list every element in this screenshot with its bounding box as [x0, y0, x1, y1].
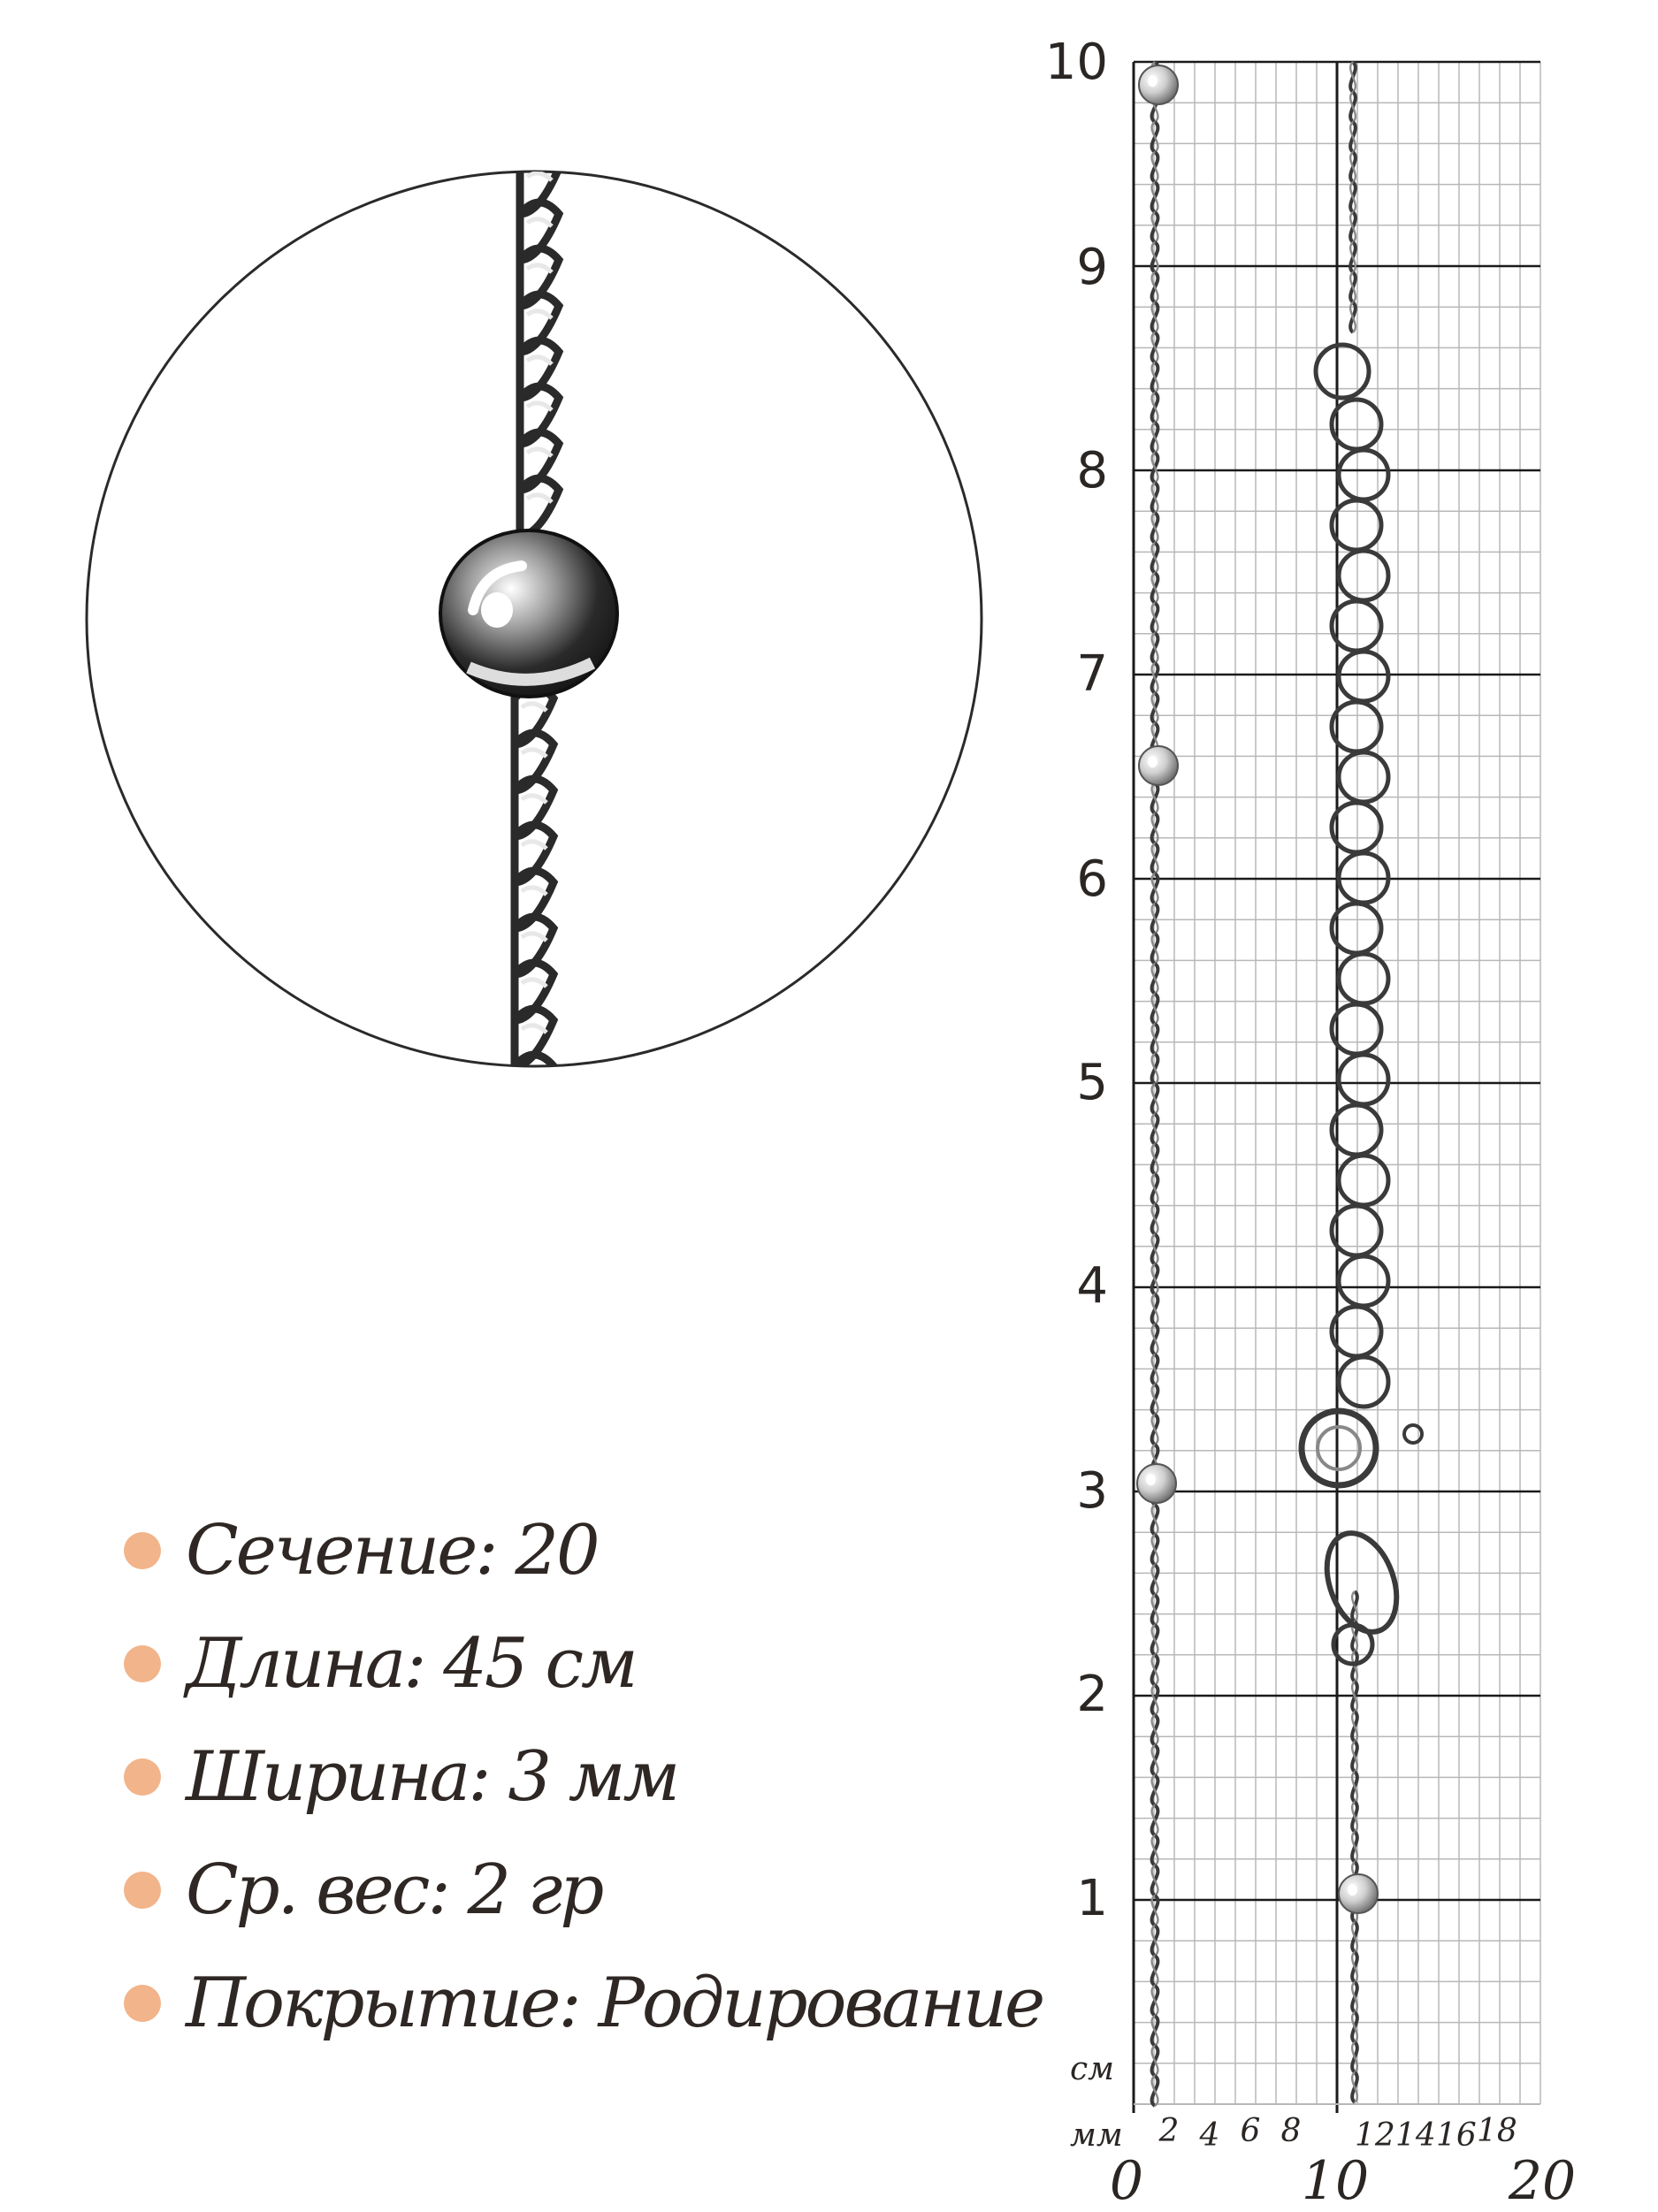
cm-unit-label: см — [1070, 2051, 1115, 2087]
spec-text: Ширина: 3 мм — [186, 1737, 678, 1817]
x-label-10: 10 — [1301, 2150, 1370, 2212]
spec-text: Сечение: 20 — [186, 1511, 598, 1590]
mm-label-6: 6 — [1240, 2113, 1261, 2149]
cm-label-8: 8 — [1076, 442, 1108, 500]
cm-label-6: 6 — [1076, 850, 1108, 908]
mm-label-8: 8 — [1280, 2113, 1302, 2149]
mm-label-16: 16 — [1436, 2117, 1477, 2154]
cm-label-3: 3 — [1076, 1462, 1108, 1520]
cm-label-4: 4 — [1076, 1257, 1108, 1315]
extension-rings — [1302, 345, 1422, 1664]
spec-text: Длина: 45 см — [186, 1624, 636, 1704]
spec-text: Покрытие: Родирование — [186, 1964, 1043, 2043]
cm-label-5: 5 — [1076, 1054, 1108, 1111]
mm-label-12: 12 — [1355, 2117, 1395, 2154]
mm-label-4: 4 — [1199, 2117, 1220, 2154]
cm-label-2: 2 — [1076, 1666, 1108, 1723]
x-label-0: 0 — [1109, 2150, 1144, 2212]
cm-label-9: 9 — [1076, 239, 1108, 296]
mm-label-2: 2 — [1158, 2113, 1180, 2149]
spec-text: Ср. вес: 2 гр — [186, 1850, 602, 1930]
cm-label-1: 1 — [1076, 1870, 1108, 1927]
grid-lines — [1134, 62, 1540, 2113]
x-label-20: 20 — [1508, 2150, 1577, 2212]
mm-unit-label: мм — [1070, 2117, 1123, 2154]
cm-label-10: 10 — [1044, 34, 1108, 91]
mm-label-18: 18 — [1477, 2113, 1517, 2149]
mm-label-14: 14 — [1395, 2117, 1436, 2154]
cm-label-7: 7 — [1076, 645, 1108, 703]
